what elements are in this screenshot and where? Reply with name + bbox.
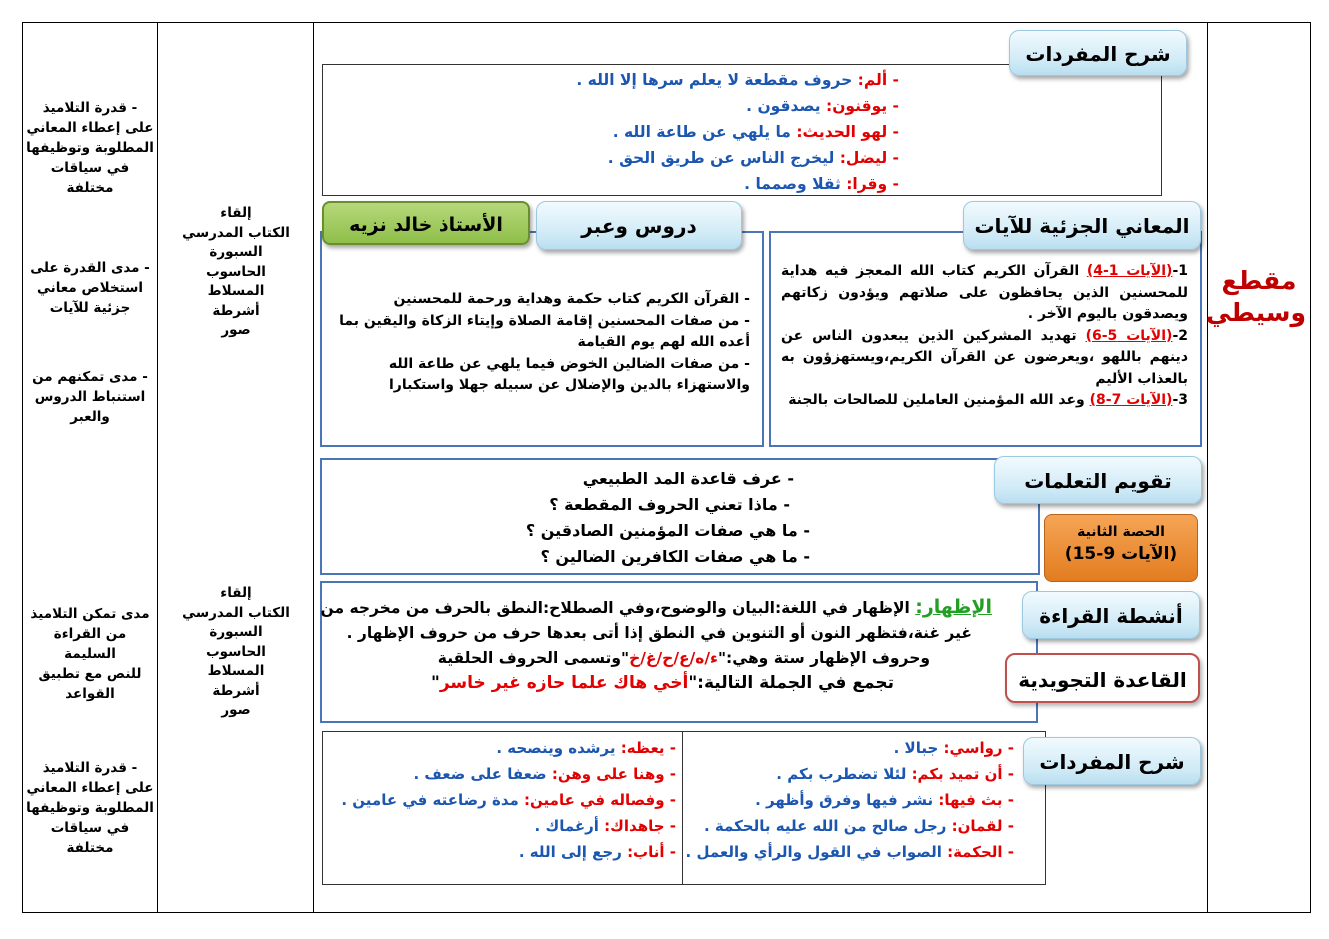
vocab-2-left: - يعظه: يرشده وينصحه . - وهنا على وهن: ضعفا على ضعف . - وفصاله في عامين: مدة رضاعته في عامين . - جاهداك: أرغماك . - أناب: رجع إلى الله .	[341, 739, 676, 861]
evaluation-box: - عرف قاعدة المد الطبيعي - ماذا تعني الحروف المقطعة ؟ - ما هي صفات المؤمنين الصادقين ؟ - ما هي صفات الكافرين الضالين ؟	[320, 458, 1040, 575]
criteria-top: - قدرة التلاميذ على إعطاء المعاني المطلوبة وتوظيفها في سياقات مختلفة	[26, 100, 154, 196]
meanings-box: 1-(الآيات 1-4) القرآن الكريم كتاب الله المعجز فيه هداية للمحسنين الذين يحافظون على صلاتهم ويؤدون زكاتهم ويصدقون باليوم الآخر . 2-(الآيات 5-6) تهديد المشركين الذين يبعدون الناس عن دينهم باللهو ،ويعرضون عن القرآن الكريم،ويستهزؤون به بالعذاب الأليم 3-(الآيات 7-8) وعد الله المؤمنين العاملين للصالحات بالجنة	[769, 231, 1202, 447]
criteria-reading: مدى تمكن التلاميذ من القراءة السليمة للنص مع تطبيق القواعد	[30, 606, 150, 702]
teacher-badge: الأستاذ خالد نزيه	[322, 201, 530, 245]
vocab-heading-1: شرح المفردات	[1009, 30, 1187, 76]
materials-column	[157, 22, 314, 913]
lessons-heading: دروس وعبر	[536, 201, 742, 250]
criteria-lessons: - مدى تمكنهم من استنباط الدروس والعبر	[32, 369, 148, 425]
lessons-box: - القرآن الكريم كتاب حكمة وهداية ورحمة للمحسنين - من صفات المحسنين إقامة الصلاة وإيتاء الزكاة واليقين بما أعده الله لهم يوم القيامة - من صفات الضالين الخوض فيما يلهي عن طاعة الله والاستهزاء بالدين والإضلال عن سبيله جهلا واستكبارا	[320, 231, 764, 447]
reading-heading: أنشطة القراءة	[1022, 591, 1200, 639]
vocab-heading-2: شرح المفردات	[1023, 737, 1201, 785]
criteria-bottom: - قدرة التلاميذ على إعطاء المعاني المطلوبة وتوظيفها في سياقات مختلفة	[26, 760, 154, 856]
materials-bottom: إلقاء الكتاب المدرسي السبورة الحاسوب المسلاط أشرطة صور	[182, 585, 290, 718]
section-title: مقطع وسيطي	[1206, 266, 1306, 327]
vocab-2-right: - رواسي: جبالا . - أن تميد بكم: لئلا تضطرب بكم . - بث فيها: نشر فيها وفرق وأظهر . - لقمان: رجل صالح من الله عليه بالحكمة . - الحكمة: الصواب في القول والرأي والعمل .	[685, 739, 1014, 861]
materials-top: إلقاء الكتاب المدرسي السبورة الحاسوب المسلاط أشرطة صور	[182, 205, 290, 338]
vocab-box-2-divider	[682, 731, 683, 885]
vocab-box-1: - ألم: حروف مقطعة لا يعلم سرها إلا الله . - يوقنون: يصدقون . - لهو الحديث: ما يلهي عن طاعة الله . - ليضل: ليخرج الناس عن طريق الحق . - وقرا: ثقلا وصمما .	[322, 64, 1162, 196]
session-badge: الحصة الثانية (الآيات 9-15)	[1044, 514, 1198, 582]
evaluation-heading: تقويم التعلمات	[994, 456, 1202, 504]
tajweed-heading: القاعدة التجويدية	[1005, 653, 1200, 703]
meanings-heading: المعاني الجزئية للآيات	[963, 201, 1201, 250]
section-column	[1207, 22, 1311, 913]
reading-box: الإظهار: الإظهار في اللغة:البيان والوضوح،وفي الصطلاح:النطق بالحرف من مخرجه من غير غنة،فتظهر النون أو التنوين في النطق إذا أتى بعدها حرف من حروف الإظهار . وحروف الإظهار ستة وهي:"ء/ه/ع/ح/غ/خ"وتسمى الحروف الحلقية تجمع في الجملة التالية:"أخي هاك علما حازه غير خاسر"	[320, 581, 1038, 723]
tajweed-term: الإظهار:	[915, 596, 992, 618]
criteria-meanings: - مدى القدرة على استخلاص معاني جزئية للآيات	[30, 260, 150, 316]
